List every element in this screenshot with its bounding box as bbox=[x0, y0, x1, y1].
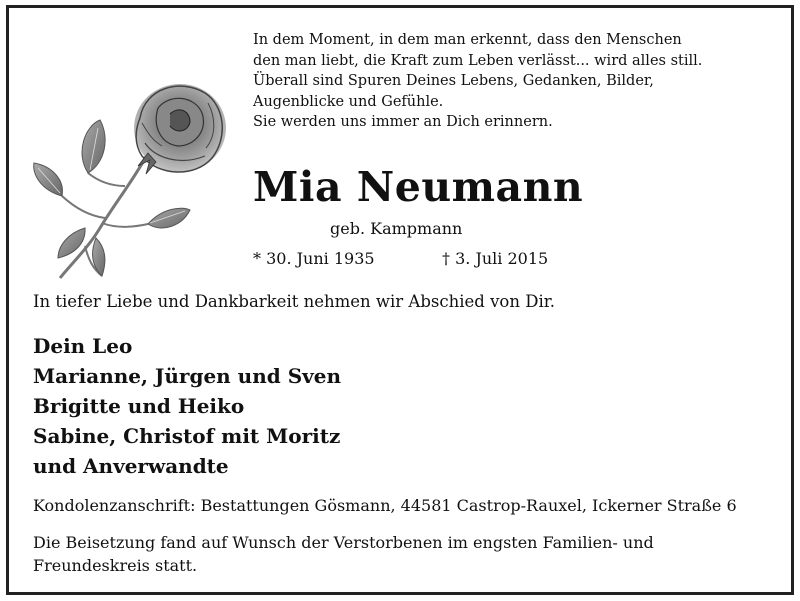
poem-line: Überall sind Spuren Deines Lebens, Gedanken, Bilder, bbox=[253, 73, 654, 89]
death-date: † 3. Juli 2015 bbox=[442, 249, 549, 268]
burial-line: Freundeskreis statt. bbox=[33, 556, 198, 575]
mourner: und Anverwandte bbox=[33, 454, 229, 478]
poem-line: Sie werden uns immer an Dich erinnern. bbox=[253, 114, 553, 130]
mourner: Dein Leo bbox=[33, 334, 133, 358]
maiden-name: geb. Kampmann bbox=[330, 219, 463, 238]
deceased-name: Mia Neumann bbox=[253, 163, 584, 211]
poem-line: Augenblicke und Gefühle. bbox=[253, 93, 444, 110]
poem-line: In dem Moment, in dem man erkennt, dass den Menschen bbox=[253, 32, 682, 48]
mourner: Sabine, Christof mit Moritz bbox=[33, 424, 341, 448]
poem-line: den man liebt, die Kraft zum Leben verlässt... wird alles still. bbox=[253, 52, 703, 69]
rose-icon bbox=[30, 78, 230, 283]
mourners-list bbox=[33, 331, 341, 481]
burial-note bbox=[33, 531, 753, 577]
mourner: Marianne, Jürgen und Sven bbox=[33, 364, 342, 388]
burial-line: Die Beisetzung fand auf Wunsch der Verstorbenen im engsten Familien- und bbox=[33, 533, 654, 552]
poem bbox=[253, 30, 773, 133]
farewell-text: In tiefer Liebe und Dankbarkeit nehmen wir Abschied von Dir. bbox=[33, 292, 556, 311]
condolence-address: Kondolenzanschrift: Bestattungen Gösmann, 44581 Castrop-Rauxel, Ickerner Straße 6 bbox=[33, 496, 737, 515]
mourner: Brigitte und Heiko bbox=[33, 394, 245, 418]
birth-date: * 30. Juni 1935 bbox=[253, 249, 375, 268]
